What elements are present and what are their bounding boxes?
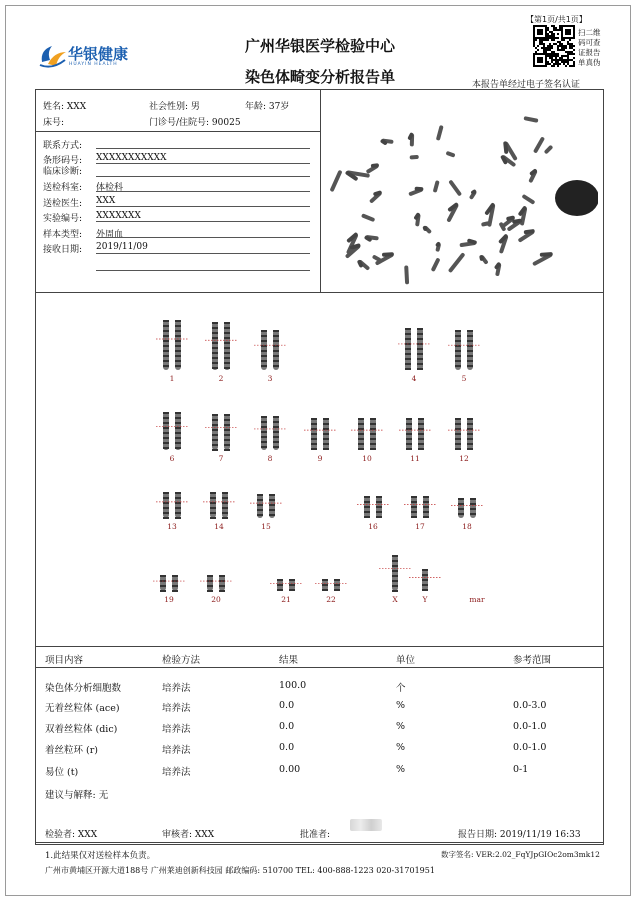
qr-caption: 扫二维码可查证报告单真伪 [578, 28, 601, 67]
chromosome-label: 17 [415, 522, 425, 531]
chromosome-label: 10 [362, 454, 372, 463]
barcode-value: XXXXXXXXXXX [96, 153, 167, 163]
row-method: 培养法 [162, 767, 191, 778]
chromosome-label: 19 [164, 595, 174, 604]
row-item: 无着丝粒体 (ace) [45, 703, 120, 714]
divider [35, 646, 604, 647]
row-range: 0.0-1.0 [513, 742, 547, 753]
row-result: 100.0 [279, 680, 307, 691]
patient-age: 年龄: 37岁 [245, 102, 290, 112]
chromosome-label: 2 [218, 374, 224, 383]
chromosome-label: 22 [326, 595, 336, 604]
chromosome-label: X [392, 595, 398, 604]
col-header-method: 检验方法 [162, 655, 201, 666]
contact-label: 联系方式: [43, 141, 83, 151]
report-title: 染色体畸变分析报告单 [244, 68, 395, 86]
row-range: 0.0-3.0 [513, 700, 547, 711]
chromosome-label: 14 [214, 522, 224, 531]
patient-gender: 社会性别: 男 [149, 102, 200, 112]
row-result: 0.0 [279, 700, 295, 711]
company-logo [38, 42, 136, 70]
patient-name: 姓名: XXX [43, 102, 87, 112]
recv-date-value: 2019/11/09 [96, 242, 148, 252]
col-header-item: 项目内容 [45, 655, 84, 666]
logo-subtext: HUAYIN HEALTH [69, 62, 118, 67]
row-result: 0.0 [279, 721, 295, 732]
advice-text: 建议与解释: 无 [45, 790, 109, 801]
underline [96, 253, 310, 254]
logo-mark-icon [38, 42, 68, 70]
chromosome-label: 4 [411, 374, 417, 383]
divider [35, 131, 320, 132]
doctor-value: XXX [96, 196, 116, 206]
col-header-result: 结果 [279, 655, 299, 666]
chromosome-label: mar [469, 595, 485, 604]
underline [96, 176, 310, 177]
row-result: 0.00 [279, 764, 301, 775]
row-unit: % [396, 764, 406, 775]
metaphase-spread-image [330, 95, 598, 285]
exp-no-label: 实验编号: [43, 214, 83, 224]
divider [35, 842, 604, 843]
barcode-label: 条形码号: [43, 156, 83, 166]
divider [35, 292, 604, 293]
chromosome-label: 11 [410, 454, 420, 463]
row-item: 着丝粒环 (r) [45, 745, 98, 756]
chromosome-label: 8 [267, 454, 273, 463]
underline [96, 148, 310, 149]
chromosome-label: 9 [317, 454, 323, 463]
underline [96, 163, 310, 164]
row-method: 培养法 [162, 724, 191, 735]
underline [96, 221, 310, 222]
logo-text: 华银健康 [68, 45, 129, 63]
diagnosis-label: 临床诊断: [43, 167, 83, 177]
chromosome-label: 3 [267, 374, 273, 383]
report-org-title: 广州华银医学检验中心 [244, 37, 395, 55]
row-item: 易位 (t) [45, 767, 79, 778]
chromosome-label: 12 [459, 454, 469, 463]
sample-type-label: 样本类型: [43, 230, 83, 240]
underline [96, 270, 310, 271]
doctor-label: 送检医生: [43, 199, 83, 209]
row-range: 0-1 [513, 764, 529, 775]
bed-number: 床号: [43, 118, 65, 128]
row-unit: 个 [396, 683, 406, 694]
report-date: 报告日期: 2019/11/19 16:33 [458, 830, 581, 840]
chromosome-label: 15 [261, 522, 271, 531]
page-number: 【第1页/共1页】 [526, 15, 587, 24]
chromosome-label: 7 [218, 454, 224, 463]
underline [96, 237, 310, 238]
row-range: 0.0-1.0 [513, 721, 547, 732]
dept-label: 送检科室: [43, 183, 83, 193]
underline [96, 191, 310, 192]
col-header-range: 参考范围 [513, 655, 552, 666]
exp-no-value: XXXXXXX [96, 211, 141, 221]
recv-date-label: 接收日期: [43, 245, 83, 255]
col-header-unit: 单位 [396, 655, 416, 666]
row-unit: % [396, 721, 406, 732]
divider [320, 89, 321, 292]
chromosome-label: 1 [169, 374, 175, 383]
row-method: 培养法 [162, 745, 191, 756]
blurred-signature [350, 819, 382, 831]
approver: 批准者: [300, 830, 331, 840]
sample-type-value: 外周血 [96, 230, 124, 240]
row-item: 染色体分析细胞数 [45, 683, 122, 694]
divider [35, 667, 604, 668]
chromosome-label: 6 [169, 454, 175, 463]
dept-value: 体检科 [96, 183, 124, 193]
row-item: 双着丝粒体 (dic) [45, 724, 118, 735]
inspector: 检验者: XXX [45, 830, 98, 840]
row-unit: % [396, 700, 406, 711]
karyogram-image [140, 298, 500, 598]
chromosome-label: 5 [461, 374, 467, 383]
row-method: 培养法 [162, 683, 191, 694]
chromosome-label: 21 [281, 595, 291, 604]
reviewer: 审核者: XXX [162, 830, 215, 840]
underline [96, 206, 310, 207]
chromosome-label: 16 [368, 522, 378, 531]
row-result: 0.0 [279, 742, 295, 753]
chromosome-label: 18 [462, 522, 472, 531]
digital-signature: 数字签名: VER:2.02_FqYJpGIOc2om3mk12 [441, 850, 600, 859]
e-signature-note: 本报告单经过电子签名认证 [472, 80, 581, 90]
footer-address: 广州市黄埔区开源大道188号 广州莱迪创新科技园 邮政编码: 510700 TEL: 400-888-1223 020-31701951 [45, 866, 435, 875]
row-method: 培养法 [162, 703, 191, 714]
row-unit: % [396, 742, 406, 753]
chromosome-label: 20 [211, 595, 221, 604]
chromosome-label: Y [422, 595, 428, 604]
chromosome-label: 13 [167, 522, 177, 531]
qr-code-icon[interactable] [533, 25, 575, 67]
clinic-number: 门诊号/住院号: 90025 [149, 118, 241, 128]
footer-note: 1.此结果仅对送检样本负责。 [45, 851, 156, 861]
